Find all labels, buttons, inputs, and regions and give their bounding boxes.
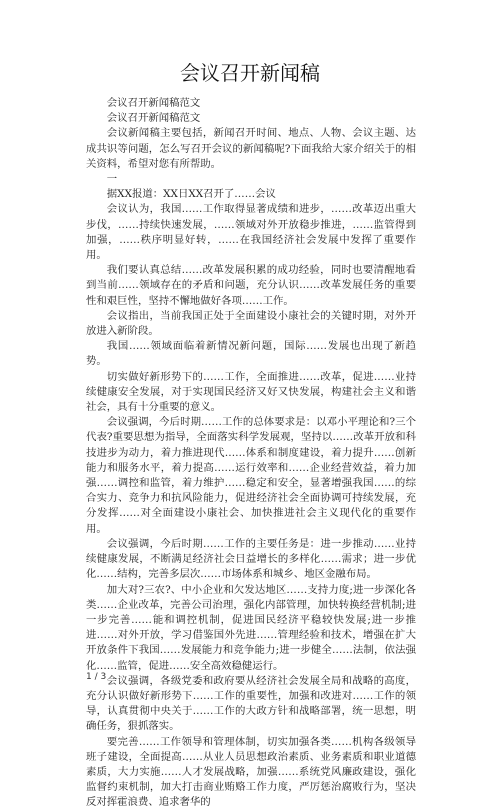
paragraph: 据XX报道：XX日XX召开了……会议 — [106, 188, 276, 201]
paragraph: 会议召开新闻稿范文 — [106, 112, 201, 125]
paragraph: 会议认为，我国……工作取得显著成绩和进步，……改革迈出重大步伐，……持续快速发展，……领域对外开放稳步推进，……监管得到加强，……秩序明显好转，……在我国经济社会发展中发挥了重要作用。 — [86, 203, 416, 262]
paragraph: 我们要认真总结……改革发展积累的成功经验，同时也要清醒地看到当前……领域存在的矛盾和问题，充分认识……改革发展任务的重要性和艰巨性，坚持不懈地做好各项……工作。 — [86, 264, 416, 307]
paragraph: 加大对?三农?、中小企业和欠发达地区……支持力度;进一步深化各类……企业改革，完善公司治理，强化内部管理，加快转换经营机制;进一步完善……能和调控机制，促进国民经济平稳较快发展;进一步推进……对外开放，学习借鉴国外先进……管理经验和技术，增强在扩大开放条件下我国……发展能力和竞争能力;进一步健全……法制，依法强化……监管，促进……安全高效稳健运行。 — [86, 583, 416, 672]
paragraph: 会议强调，各级党委和政府要从经济社会发展全局和战略的高度，充分认识做好新形势下……工作的重要性，加强和改进对……工作的领导，认真贯彻中央关于……工作的大政方针和战略部署，统一思想，明确任务，狠抓落实。 — [86, 674, 416, 733]
document-body — [86, 96, 416, 811]
paragraph: 会议指出，当前我国正处于全面建设小康社会的关键时期，对外开放进入新阶段。 — [86, 309, 416, 338]
paragraph: 会议强调，今后时期……工作的主要任务是：进一步推动……业持续健康发展，不断满足经济社会日益增长的多样化……需求；进一步优化……结构，完善多层次……市场体系和城乡、地区金融布局。 — [86, 537, 416, 581]
document-title: 会议召开新闻稿 — [180, 61, 320, 85]
paragraph: 要完善……工作领导和管理体制，切实加强各类……机构各级领导班子建设，全面提高……从业人员思想政治素质、业务素质和职业道德素质，大力实施……人才发展战略，加强……系统党风廉政建设，强化监督约束机制，加大打击商业贿赂工作力度，严厉惩治腐败行为，坚决反对挥霍浪费、追求奢华的 — [86, 735, 416, 809]
paragraph: 会议召开新闻稿范文 — [106, 97, 201, 109]
page-number: 1 / 3 — [86, 672, 107, 682]
paragraph: 我国……领域面临着新情况新问题，国际……发展也出现了新趋势。 — [86, 340, 416, 368]
paragraph: 切实做好新形势下的……工作，全面推进……改革，促进……业持续健康安全发展，对于实现国民经济又好又快发展，构建社会主义和谐社会，具有十分重要的意义。 — [86, 370, 416, 414]
section-marker: 一 — [106, 173, 118, 186]
paragraph: 会议强调，今后时期……工作的总体要求是：以邓小平理论和?三个代表?重要思想为指导，全面落实科学发展观，坚持以……改革开放和科技进步为动力，着力推进现代……体系和制度建设，着力提升……创新能力和服务水平，着力提高……运行效率和……企业经营效益，着力加强……调控和监管，着力维护……稳定和安全，显著增强我国……的综合实力、竞争力和抗风险能力，促进经济社会全面协调可持续发展，充分发挥……对全面建设小康社会、加快推进社会主义现代化的重要作用。 — [86, 416, 416, 535]
paragraph: 会议新闻稿主要包括，新闻召开时间、地点、人物、会议主题、达成共识等问题，怎么写召开会议的新闻稿呢?下面我给大家介绍关于的相关资料，希望对您有所帮助。 — [86, 127, 416, 170]
